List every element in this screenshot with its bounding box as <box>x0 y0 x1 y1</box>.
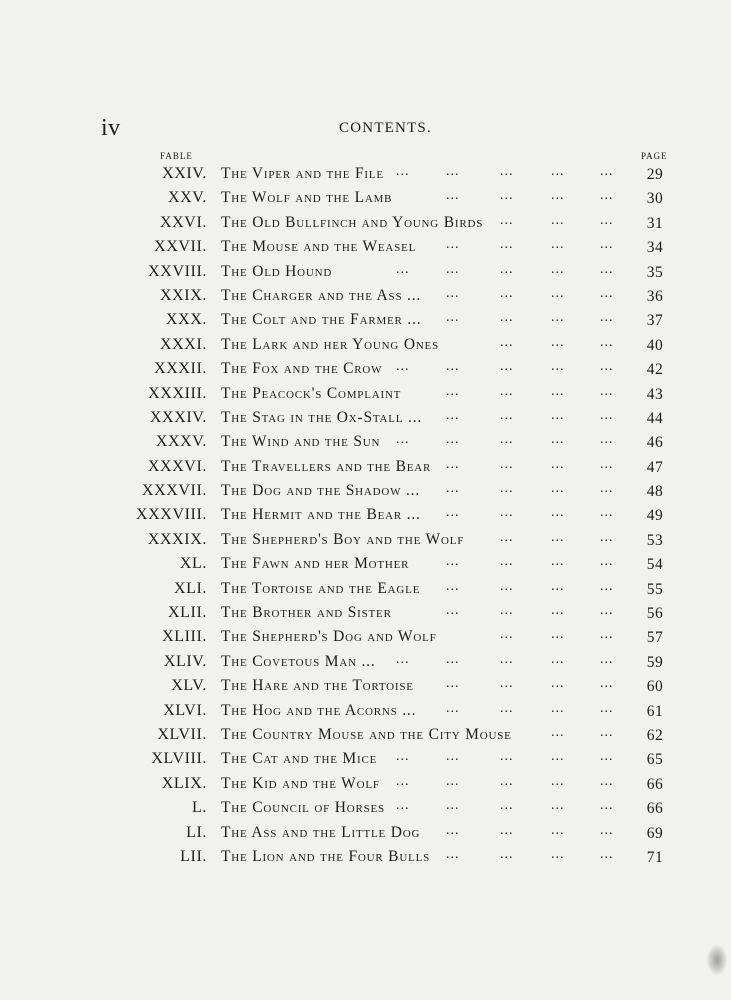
fable-title: The Shepherd's Dog and Wolf <box>221 628 437 646</box>
leader-dots: ... <box>551 822 565 838</box>
leader-dots: ... <box>446 432 460 448</box>
leader-dots: ... <box>551 724 565 740</box>
fable-numeral: L. <box>192 799 207 817</box>
running-title: CONTENTS. <box>339 120 432 136</box>
page-smudge <box>707 945 727 975</box>
page-reference: 61 <box>646 702 664 720</box>
page-reference: 62 <box>646 726 664 744</box>
fable-title: The Fox and the Crow <box>221 360 383 378</box>
toc-entry <box>0 503 731 527</box>
leader-dots: ... <box>600 578 614 594</box>
toc-entry <box>0 455 731 479</box>
leader-dots: ... <box>500 798 514 814</box>
leader-dots: ... <box>551 651 565 667</box>
leader-dots: ... <box>551 456 565 472</box>
page-reference: 71 <box>646 848 664 866</box>
leader-dots: ... <box>500 676 514 692</box>
page-reference: 66 <box>646 775 664 793</box>
leader-dots: ... <box>600 481 614 497</box>
page-reference: 29 <box>646 166 664 183</box>
fable-numeral: XXXI. <box>160 335 207 353</box>
leader-dots: ... <box>600 310 614 326</box>
leader-dots: ... <box>551 432 565 448</box>
leader-dots: ... <box>600 432 614 448</box>
fable-numeral: XXXVI. <box>147 457 207 475</box>
leader-dots: ... <box>446 700 460 716</box>
toc-entry <box>0 699 731 723</box>
fable-title: The Lion and the Four Bulls <box>221 847 431 865</box>
fable-title: The Fawn and her Mother <box>221 555 410 573</box>
leader-dots: ... <box>600 164 614 179</box>
toc-entry <box>0 845 731 869</box>
leader-dots: ... <box>500 407 514 423</box>
toc-entry <box>0 406 731 430</box>
leader-dots: ... <box>500 627 514 643</box>
leader-dots: ... <box>551 237 565 253</box>
leader-dots: ... <box>500 212 514 228</box>
leader-dots: ... <box>500 261 514 277</box>
leader-dots: ... <box>551 285 565 301</box>
leader-dots: ... <box>551 554 565 570</box>
toc-entry <box>0 674 731 698</box>
fable-numeral: XXXVII. <box>141 482 207 500</box>
toc-entry <box>0 333 731 357</box>
leader-dots: ... <box>500 603 514 619</box>
fable-title: The Viper and the File <box>221 165 384 182</box>
fable-numeral: XLII. <box>168 604 207 622</box>
leader-dots: ... <box>551 212 565 228</box>
fable-title: The Travellers and the Bear <box>221 457 432 475</box>
fable-title: The Shepherd's Boy and the Wolf <box>221 530 465 548</box>
fable-numeral: XXXIII. <box>148 384 207 402</box>
leader-dots: ... <box>600 700 614 716</box>
leader-dots: ... <box>600 383 614 399</box>
toc-entry <box>0 284 731 308</box>
leader-dots: ... <box>446 188 460 204</box>
fable-numeral: XXIX. <box>160 286 207 304</box>
leader-dots: ... <box>446 456 460 472</box>
toc-entry <box>0 186 731 210</box>
leader-dots: ... <box>396 651 410 667</box>
leader-dots: ... <box>446 164 460 179</box>
leader-dots: ... <box>446 359 460 375</box>
toc-entry <box>0 772 731 796</box>
fable-title: The Ass and the Little Dog <box>221 823 421 841</box>
toc-entry <box>0 528 731 552</box>
leader-dots: ... <box>446 481 460 497</box>
fable-numeral: XXXII. <box>154 360 207 378</box>
leader-dots: ... <box>551 578 565 594</box>
fable-title: The Hog and the Acorns ... <box>221 701 417 719</box>
leader-dots: ... <box>551 164 565 179</box>
toc-entry <box>0 723 731 747</box>
leader-dots: ... <box>600 212 614 228</box>
fable-title: The Wolf and the Lamb <box>221 189 393 207</box>
toc-entry <box>0 650 731 674</box>
leader-dots: ... <box>500 700 514 716</box>
leader-dots: ... <box>500 529 514 545</box>
leader-dots: ... <box>551 603 565 619</box>
leader-dots: ... <box>446 407 460 423</box>
fable-numeral: XXVI. <box>160 213 207 231</box>
page-reference: 36 <box>646 287 664 305</box>
fable-numeral: XXVIII. <box>148 262 207 280</box>
leader-dots: ... <box>500 432 514 448</box>
leader-dots: ... <box>551 359 565 375</box>
leader-dots: ... <box>446 505 460 521</box>
leader-dots: ... <box>446 554 460 570</box>
leader-dots: ... <box>551 773 565 789</box>
leader-dots: ... <box>600 456 614 472</box>
leader-dots: ... <box>500 188 514 204</box>
leader-dots: ... <box>500 359 514 375</box>
fable-title: The Wind and the Sun <box>221 433 381 451</box>
leader-dots: ... <box>396 359 410 375</box>
fable-title: The Country Mouse and the City Mouse <box>221 725 512 743</box>
page-reference: 37 <box>646 312 664 330</box>
leader-dots: ... <box>446 798 460 814</box>
leader-dots: ... <box>500 334 514 350</box>
fable-column-heading: FABLE <box>160 151 193 161</box>
toc-entry <box>0 430 731 454</box>
leader-dots: ... <box>551 676 565 692</box>
leader-dots: ... <box>600 846 614 862</box>
leader-dots: ... <box>500 481 514 497</box>
toc-entry <box>0 747 731 771</box>
toc-entry <box>0 796 731 820</box>
page-number: iv <box>101 115 121 141</box>
fable-numeral: XLV. <box>171 677 207 695</box>
toc-entry <box>0 260 731 284</box>
table-of-contents <box>0 162 731 869</box>
fable-numeral: XLVII. <box>157 725 207 743</box>
fable-title: The Stag in the Ox-Stall ... <box>221 408 423 426</box>
leader-dots: ... <box>551 261 565 277</box>
leader-dots: ... <box>500 505 514 521</box>
leader-dots: ... <box>600 359 614 375</box>
fable-numeral: LI. <box>186 823 207 841</box>
leader-dots: ... <box>396 164 410 179</box>
fable-numeral: XXXIV. <box>149 408 207 426</box>
leader-dots: ... <box>446 822 460 838</box>
fable-numeral: XLIV. <box>163 652 207 670</box>
fable-numeral: XL. <box>179 555 207 573</box>
page-reference: 53 <box>646 531 664 549</box>
leader-dots: ... <box>500 749 514 765</box>
fable-title: The Tortoise and the Eagle <box>221 579 421 597</box>
toc-entry <box>0 382 731 406</box>
leader-dots: ... <box>600 773 614 789</box>
page-reference: 60 <box>646 678 664 696</box>
fable-numeral: XXVII. <box>154 238 207 256</box>
fable-title: The Hare and the Tortoise <box>221 677 414 695</box>
leader-dots: ... <box>600 237 614 253</box>
leader-dots: ... <box>396 749 410 765</box>
leader-dots: ... <box>600 505 614 521</box>
leader-dots: ... <box>446 773 460 789</box>
leader-dots: ... <box>551 334 565 350</box>
fable-title: The Lark and her Young Ones <box>221 335 439 353</box>
fable-title: The Colt and the Farmer ... <box>221 311 422 329</box>
page-reference: 57 <box>646 629 664 647</box>
page-column-heading: PAGE <box>641 151 668 161</box>
toc-entry <box>0 357 731 381</box>
leader-dots: ... <box>551 529 565 545</box>
leader-dots: ... <box>500 285 514 301</box>
fable-numeral: XXIV. <box>162 165 207 182</box>
leader-dots: ... <box>600 407 614 423</box>
page-reference: 47 <box>646 458 664 476</box>
leader-dots: ... <box>446 285 460 301</box>
leader-dots: ... <box>551 749 565 765</box>
leader-dots: ... <box>551 383 565 399</box>
fable-numeral: XXXIX. <box>147 530 207 548</box>
fable-title: The Mouse and the Weasel <box>221 238 417 256</box>
page-reference: 46 <box>646 434 664 452</box>
leader-dots: ... <box>446 676 460 692</box>
fable-numeral: XLIX. <box>161 774 207 792</box>
leader-dots: ... <box>446 310 460 326</box>
page-reference: 55 <box>646 580 664 598</box>
page-reference: 49 <box>646 507 664 525</box>
toc-entry <box>0 552 731 576</box>
page-reference: 34 <box>646 239 664 257</box>
fable-title: The Peacock's Complaint <box>221 384 402 402</box>
leader-dots: ... <box>600 554 614 570</box>
leader-dots: ... <box>600 261 614 277</box>
fable-title: The Covetous Man ... <box>221 652 376 670</box>
toc-entry <box>0 821 731 845</box>
leader-dots: ... <box>551 188 565 204</box>
leader-dots: ... <box>600 285 614 301</box>
leader-dots: ... <box>500 554 514 570</box>
leader-dots: ... <box>600 798 614 814</box>
leader-dots: ... <box>600 749 614 765</box>
leader-dots: ... <box>551 798 565 814</box>
leader-dots: ... <box>500 164 514 179</box>
leader-dots: ... <box>600 627 614 643</box>
leader-dots: ... <box>551 481 565 497</box>
leader-dots: ... <box>500 773 514 789</box>
leader-dots: ... <box>396 432 410 448</box>
leader-dots: ... <box>600 724 614 740</box>
fable-title: The Kid and the Wolf <box>221 774 380 792</box>
leader-dots: ... <box>396 773 410 789</box>
fable-title: The Council of Horses <box>221 799 385 817</box>
leader-dots: ... <box>446 603 460 619</box>
leader-dots: ... <box>600 676 614 692</box>
page-reference: 42 <box>646 361 664 379</box>
leader-dots: ... <box>500 822 514 838</box>
fable-title: The Cat and the Mice <box>221 750 378 768</box>
leader-dots: ... <box>600 651 614 667</box>
fable-numeral: XXXVIII. <box>135 506 207 524</box>
fable-numeral: XLI. <box>173 579 207 597</box>
fable-numeral: LII. <box>180 847 207 865</box>
page-reference: 30 <box>646 190 664 208</box>
toc-entry <box>0 577 731 601</box>
fable-numeral: XLVIII. <box>151 750 207 768</box>
toc-entry <box>0 479 731 503</box>
leader-dots: ... <box>551 505 565 521</box>
page-reference: 48 <box>646 483 664 501</box>
leader-dots: ... <box>446 261 460 277</box>
leader-dots: ... <box>500 310 514 326</box>
leader-dots: ... <box>446 383 460 399</box>
leader-dots: ... <box>446 651 460 667</box>
leader-dots: ... <box>446 578 460 594</box>
fable-numeral: XLIII. <box>162 628 207 646</box>
fable-numeral: XXV. <box>167 189 207 207</box>
page-reference: 65 <box>646 751 664 769</box>
leader-dots: ... <box>396 261 410 277</box>
leader-dots: ... <box>551 627 565 643</box>
fable-numeral: XXXV. <box>155 433 207 451</box>
fable-title: The Old Hound <box>221 262 333 280</box>
page-reference: 40 <box>646 336 664 354</box>
leader-dots: ... <box>500 651 514 667</box>
fable-title: The Charger and the Ass ... <box>221 286 422 304</box>
page-reference: 59 <box>646 653 664 671</box>
leader-dots: ... <box>396 798 410 814</box>
fable-title: The Brother and Sister <box>221 604 392 622</box>
leader-dots: ... <box>551 407 565 423</box>
leader-dots: ... <box>500 578 514 594</box>
toc-entry <box>0 235 731 259</box>
leader-dots: ... <box>500 383 514 399</box>
leader-dots: ... <box>446 237 460 253</box>
leader-dots: ... <box>446 846 460 862</box>
leader-dots: ... <box>600 822 614 838</box>
fable-title: The Dog and the Shadow ... <box>221 482 421 500</box>
toc-entry <box>0 211 731 235</box>
leader-dots: ... <box>500 456 514 472</box>
page-reference: 35 <box>646 263 664 281</box>
page-reference: 44 <box>646 409 664 427</box>
leader-dots: ... <box>446 749 460 765</box>
fable-title: The Hermit and the Bear ... <box>221 506 421 524</box>
page-reference: 56 <box>646 605 664 623</box>
page-reference: 43 <box>646 385 664 403</box>
leader-dots: ... <box>500 237 514 253</box>
toc-entry <box>0 162 731 186</box>
page-reference: 31 <box>646 214 664 232</box>
toc-entry <box>0 308 731 332</box>
leader-dots: ... <box>600 188 614 204</box>
page-reference: 69 <box>646 824 664 842</box>
fable-numeral: XXX. <box>165 311 207 329</box>
leader-dots: ... <box>600 529 614 545</box>
toc-entry <box>0 625 731 649</box>
leader-dots: ... <box>500 846 514 862</box>
page-reference: 54 <box>646 556 664 574</box>
leader-dots: ... <box>551 846 565 862</box>
toc-entry <box>0 601 731 625</box>
fable-title: The Old Bullfinch and Young Birds <box>221 213 484 231</box>
leader-dots: ... <box>551 310 565 326</box>
page-reference: 66 <box>646 800 664 818</box>
leader-dots: ... <box>600 334 614 350</box>
leader-dots: ... <box>551 700 565 716</box>
fable-numeral: XLVI. <box>163 701 207 719</box>
leader-dots: ... <box>600 603 614 619</box>
